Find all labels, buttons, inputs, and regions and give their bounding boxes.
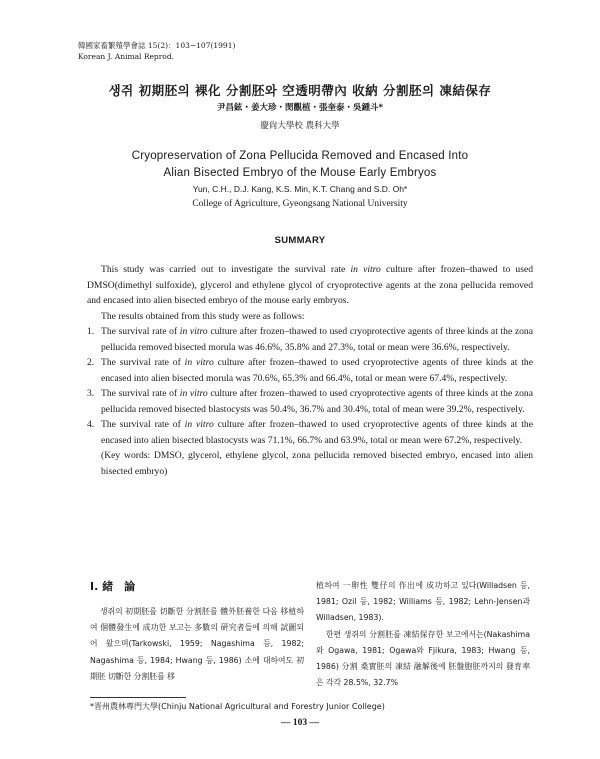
results-list [87, 324, 533, 448]
footnote: *晋州農林專門大學(Chinju National Agricultural and Forestry Junior College) [90, 702, 385, 711]
journal-citation [78, 40, 235, 62]
keywords: (Key words: DMSO, glycerol, ethylene glycol, zona pellucida removed bisected embryo, encased into alien bisected embryo) [101, 450, 533, 477]
result-item-4: 4. The survival rate of in vitro culture after frozen–thawed to used cryoprotective agents of three kinds at the encased into alien bisected blastocysts was 71.1%, 66.7% and 63.9%, total or mean were 67.2%, respectively. [87, 419, 533, 446]
title-english-line2: Alian Bisected Embryo of the Mouse Early Embryos [163, 167, 437, 179]
affiliation-korean: 慶尙大學校 農科大學 [260, 121, 340, 131]
affiliation-english: College of Agriculture, Gyeongsang National University [192, 199, 408, 209]
intro-paragraph-2: 한편 생쥐의 分割胚를 凍結保存한 보고에서는(Nakashima와 Ogawa, 1981; Ogawa와 Fjikura, 1983; Hwang 등, 1986) 分割 桑實胚의 凍結 融解後에 胚盤胞胚까지의 發育率은 각각 28.5%, 32.7% [316, 629, 530, 688]
authors-english: Yun, C.H., D.J. Kang, K.S. Min, K.T. Chang and S.D. Oh* [192, 184, 408, 194]
abstract [87, 262, 533, 479]
abstract-paragraph-2: The results obtained from this study were as follows: [101, 310, 305, 322]
result-item-1: 1. The survival rate of in vitro culture after frozen–thawed to used cryoprotective agents of three kinds at the zona pellucida removed bisected morula was 46.6%, 35.8% and 27.3%, total or mean were 36.6%, respectively. [87, 326, 533, 353]
authors-korean: 尹昌鉉・姜大珍・閔觀植・張奎泰・吳鍾斗* [217, 103, 383, 113]
journal-citation-kr: 韓國家畜繁殖學會誌 15(2)：103~107(1991) [78, 41, 236, 50]
result-item-2: 2. The survival rate of in vitro culture after frozen–thawed to used cryoprotective agents of three kinds at the encased into alien bisected morula was 70.6%, 65.3% and 66.4%, total or mean were 67.4%, respectively. [87, 357, 533, 384]
abstract-paragraph-1: This study was carried out to investigate the survival rate in vitro culture after frozen–thawed to used DMSO(dimethyl sulfoxide), glycerol and ethylene glycol of cryoprotective agents at the zona pellucida removed and encased into alien bisected embryo of the mouse early embryos. [87, 264, 533, 306]
title-korean: 생쥐 初期胚의 裸化 分割胚와 空透明帶內 收納 分割胚의 凍結保存 [108, 83, 492, 98]
intro-paragraph-1: 생쥐의 初期胚를 切斷한 分割胚를 體外胚養한 다음 移植하여 個體發生에 成功한 보고는 多數의 硏究者들에 의해 試圖되어 왔으며(Tarkowski, 1959; Nagashima 등, 1982; Nagashima 등, 1984; Hwang 등, 1986) 소에 대하여도 初期胚 切斷한 分割胚를 移 [90, 607, 304, 681]
body-right-column [316, 578, 530, 691]
footnote-rule [90, 697, 186, 698]
body-left-column [90, 604, 304, 685]
page-number: — 103 — [281, 718, 319, 728]
summary-heading: SUMMARY [274, 235, 326, 246]
section-heading-introduction: Ⅰ. 緒 論 [90, 580, 136, 593]
title-english-line1: Cryopreservation of Zona Pellucida Removed and Encased Into [131, 150, 469, 162]
journal-citation-en: Korean J. Animal Reprod. [78, 52, 175, 61]
intro-paragraph-1-continued: 植하여 一卵性 雙仔의 作出에 成功하고 있다(Willadsen 등, 1981; Ozil 등, 1982; Williams 등, 1982; Lehn-Jensen과 Willadsen, 1983). [316, 581, 530, 623]
result-item-3: 3. The survival rate of in vitro culture after frozen–thawed to used cryoprotective agents of three kinds at the zona pellucida removed bisected blastocysts was 50.4%, 36.7% and 30.4%, total of mean were 39.2%, respectively. [87, 388, 533, 415]
